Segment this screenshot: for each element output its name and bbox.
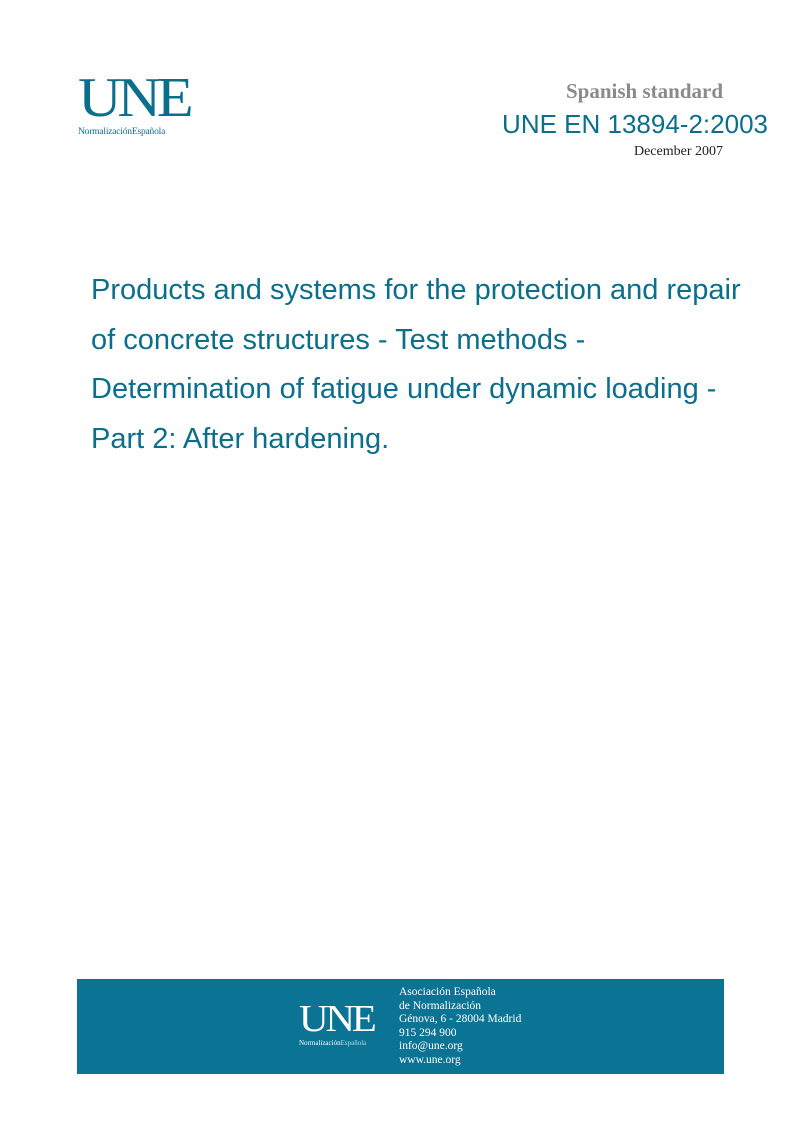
footer-band (77, 979, 724, 1074)
footer-logo-sub-part1: Normalización (299, 1039, 341, 1047)
footer-org-line2: de Normalización (399, 999, 482, 1012)
une-logo-sub-part1: Normalización (78, 127, 132, 137)
footer-logo-mark: UNE (299, 998, 374, 1040)
une-logo (78, 67, 198, 138)
une-logo-sub-part2: Española (131, 127, 166, 137)
footer-contact-info (399, 986, 521, 1068)
une-logo-mark: UNE (78, 67, 190, 129)
footer-address: Génova, 6 - 28004 Madrid (399, 1013, 522, 1026)
footer-email-link[interactable]: info@une.org (399, 1040, 463, 1053)
footer-logo-subtitle (299, 1039, 368, 1048)
footer-org-line1: Asociación Española (399, 986, 496, 998)
document-header (502, 78, 768, 161)
document-type: Spanish standard (566, 79, 723, 103)
document-title: Products and systems for the protection and repair of concrete structures - Test methods - Determination of fatigue under dynamic loading - Part 2: After hardening. (91, 274, 741, 455)
footer-website-link[interactable]: www.une.org (399, 1053, 461, 1066)
footer-logo-sub-part2: Española (340, 1039, 367, 1047)
standard-code: UNE EN 13894-2:2003 (502, 109, 768, 139)
footer-phone: 915 294 900 (399, 1026, 457, 1039)
footer-une-logo (299, 998, 374, 1048)
publication-date: December 2007 (633, 144, 723, 159)
